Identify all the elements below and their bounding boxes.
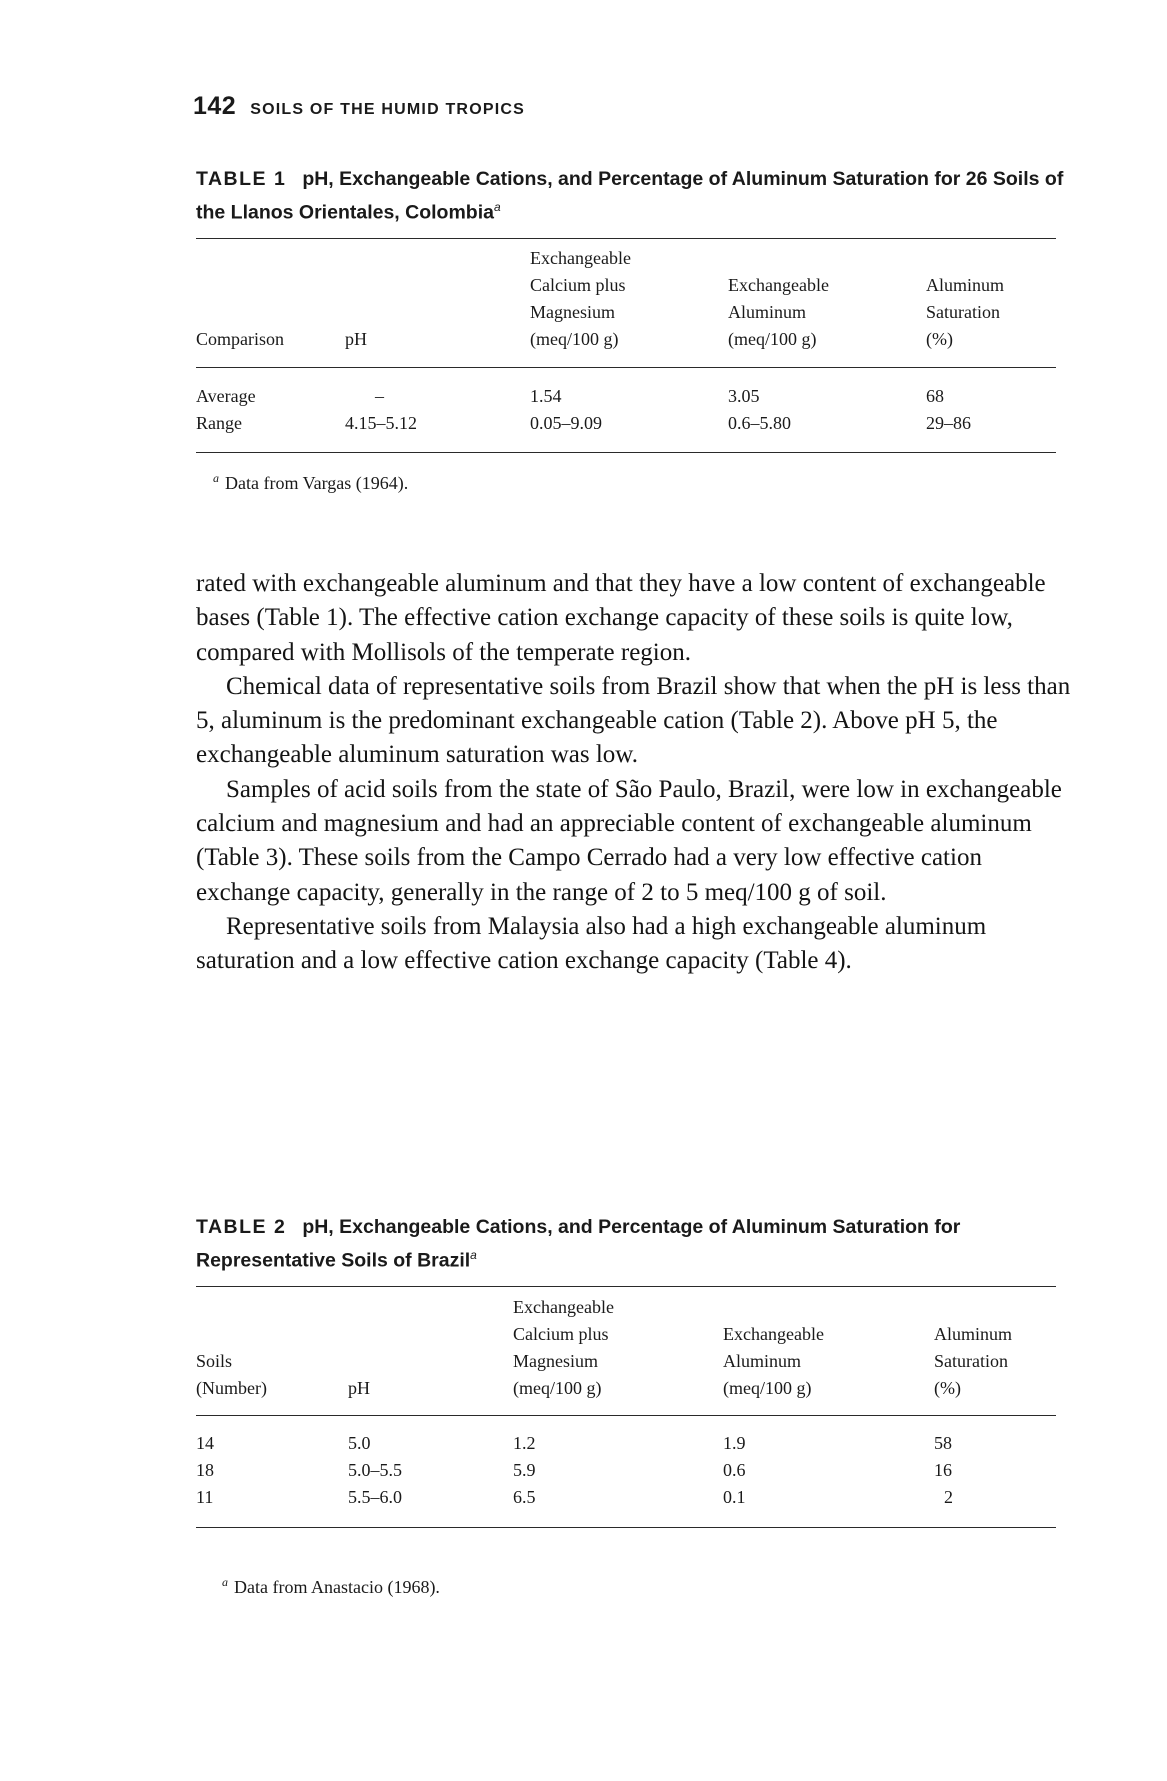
table1-label: TABLE 1: [196, 168, 287, 190]
table1-row1-label: Average: [196, 386, 256, 406]
table1-top-rule: [196, 238, 1056, 239]
table2-row3-soils: 11: [196, 1487, 214, 1507]
table2-row2-al: 0.6: [723, 1460, 746, 1480]
table1-caption-footnote-mark: a: [493, 200, 501, 214]
table2-row2-sat: 16: [934, 1460, 952, 1480]
table2-row3-ph: 5.5–6.0: [348, 1487, 402, 1507]
table1-header-calcium-magnesium: Exchangeable Calcium plus Magnesium (meq/100 g): [530, 248, 631, 349]
table1-header-exchangeable-aluminum: Exchangeable Aluminum (meq/100 g): [728, 275, 829, 349]
body-paragraph-4: Representative soils from Malaysia also had a high exchangeable aluminum saturation and a low effective cation exchange capacity (Table 4).: [196, 912, 987, 975]
table2-header-rule: [196, 1415, 1056, 1416]
table1-header-rule: [196, 367, 1056, 368]
table2-caption-footnote-mark: a: [470, 1248, 477, 1262]
table1-header-comparison: Comparison: [196, 329, 284, 349]
table2-bottom-rule: [196, 1527, 1056, 1528]
table2-row1-ca-mg: 1.2: [513, 1433, 536, 1453]
table1-row1-sat: 68: [926, 386, 944, 406]
table2-row1-ph: 5.0: [348, 1433, 371, 1453]
table2-caption-text: pH, Exchangeable Cations, and Percentage of Aluminum Saturation for Representative Soils of Brazil: [196, 1216, 961, 1272]
table2-row3-ca-mg: 6.5: [513, 1487, 536, 1507]
table1-row2-sat: 29–86: [926, 413, 971, 433]
table2-label: TABLE 2: [196, 1216, 287, 1238]
table1-row1-al: 3.05: [728, 386, 760, 406]
table2-row1-soils: 14: [196, 1433, 214, 1453]
table2-header-ph: pH: [348, 1378, 370, 1398]
table2-header-soils: Soils (Number): [196, 1351, 267, 1398]
table1-footnote-text: Data from Vargas (1964).: [225, 473, 409, 493]
table2-footnote-mark: a: [222, 1575, 228, 1589]
table1-row2-ph: 4.15–5.12: [345, 413, 417, 433]
table1-row2-label: Range: [196, 413, 242, 433]
body-paragraph-1: rated with exchangeable aluminum and that they have a low content of exchangeable bases (Table 1). The effective cation exchange capacity of these soils is quite low, compared with Mollisols of the temperate region.: [196, 570, 1046, 666]
body-paragraph-3: Samples of acid soils from the state of São Paulo, Brazil, were low in exchangeable calcium and magnesium and had an appreciable content of exchangeable aluminum (Table 3). These soils from the Campo Cerrado had a very low effective cation exchange capacity, generally in the range of 2 to 5 meq/100 g of soil.: [196, 775, 1062, 906]
table2-row3-al: 0.1: [723, 1487, 746, 1507]
table2-footnote-text: Data from Anastacio (1968).: [234, 1577, 440, 1597]
table2-caption: [196, 1213, 1076, 1275]
table2-row2-soils: 18: [196, 1460, 214, 1480]
table1-header-ph: pH: [345, 329, 367, 349]
table1-header-aluminum-saturation: Aluminum Saturation (%): [926, 275, 1005, 349]
page-number: 142: [193, 92, 237, 120]
body-paragraph-2: Chemical data of representative soils from Brazil show that when the pH is less than 5, aluminum is the predominant exchangeable cation (Table 2). Above pH 5, the exchangeable aluminum saturation was low.: [196, 672, 1071, 769]
table2-row2-ph: 5.0–5.5: [348, 1460, 402, 1480]
table2-footnote: [222, 1575, 440, 1598]
table1-caption: [196, 165, 1076, 227]
table2-row1-sat: 58: [934, 1433, 952, 1453]
table2-row1-al: 1.9: [723, 1433, 746, 1453]
table2-top-rule: [196, 1286, 1056, 1287]
running-head-title: SOILS OF THE HUMID TROPICS: [250, 101, 525, 118]
table1-footnote-mark: a: [213, 471, 219, 485]
table2-row2-ca-mg: 5.9: [513, 1460, 536, 1480]
table1-footnote: [213, 471, 408, 494]
table2-header-aluminum-saturation: Aluminum Saturation (%): [934, 1324, 1013, 1398]
table1-caption-text: pH, Exchangeable Cations, and Percentage of Aluminum Saturation for 26 Soils of the Llanos Orientales, Colombia: [196, 168, 1064, 224]
table1-row1-ph: –: [375, 386, 384, 406]
running-head: [193, 92, 525, 121]
table2-header-calcium-magnesium: Exchangeable Calcium plus Magnesium (meq/100 g): [513, 1297, 614, 1398]
table1-row2-ca-mg: 0.05–9.09: [530, 413, 602, 433]
table1-row1-ca-mg: 1.54: [530, 386, 562, 406]
table1-row2-al: 0.6–5.80: [728, 413, 791, 433]
table2-header-exchangeable-aluminum: Exchangeable Aluminum (meq/100 g): [723, 1324, 824, 1398]
table1-bottom-rule: [196, 452, 1056, 453]
body-text: [196, 567, 1076, 979]
table2-row3-sat: 2: [944, 1487, 953, 1507]
